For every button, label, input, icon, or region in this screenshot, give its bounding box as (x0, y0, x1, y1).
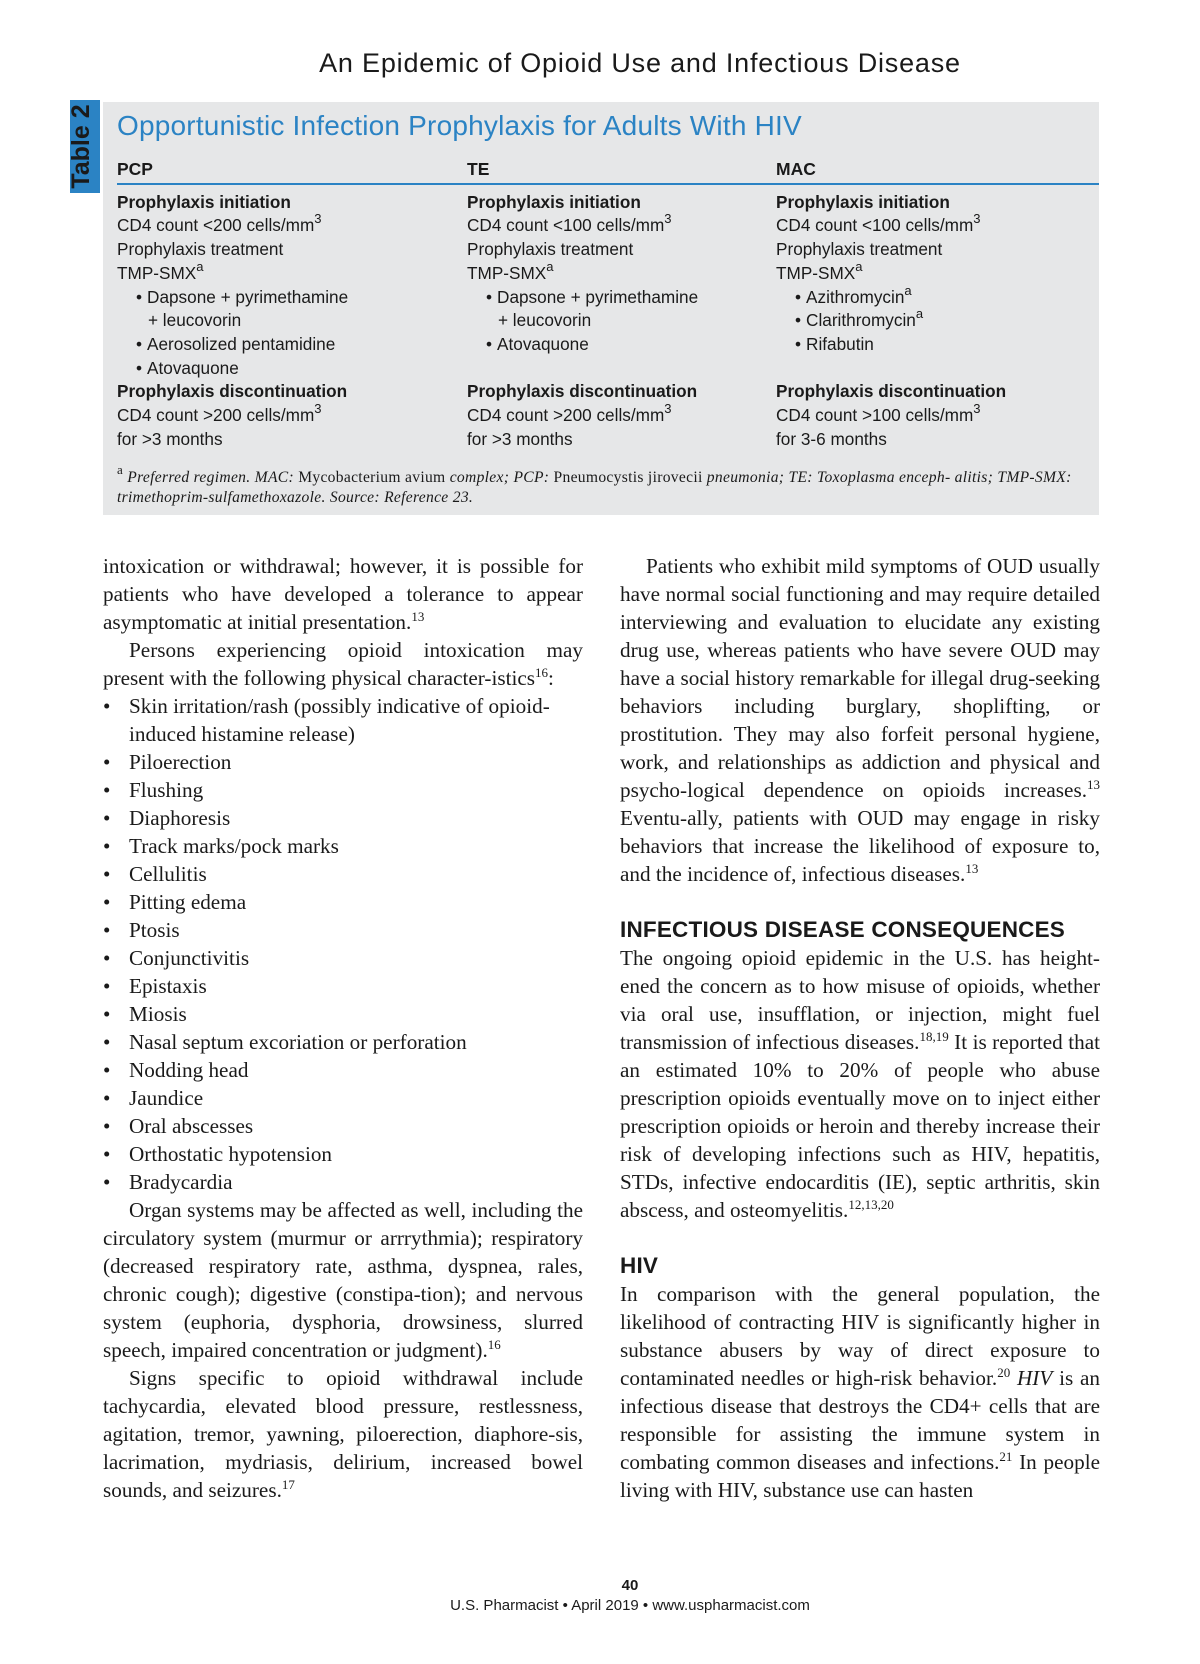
paragraph: Signs specific to opioid withdrawal include tachycardia, elevated blood pressure, restlessness, agitation, tremor, yawning, piloerection, diaphore-sis, lacrimation, mydriasis, delirium, increased bowel sounds, and seizures.$^{17}$ (103, 1366, 583, 1502)
treatment-alternative: • Dapsone + pyrimethamine (117, 286, 447, 310)
treatment-alternative: • Aerosolized pentamidine (117, 333, 447, 357)
treatment-label: Prophylaxis treatment (117, 239, 284, 260)
list-item: • Ptosis (103, 916, 583, 944)
paragraph: Patients who exhibit mild symptoms of OUD usually have normal social functioning and may require detailed interviewing and evaluation to elucidate any existing drug use, whereas patients who have severe OUD may have a social history remarkable for illegal drug-seeking behaviors including burglary, shoplifting, or prostitution. They may also forfeit personal hygiene, work, and relationships as addiction and physical and psycho-logical dependence on opioids increases.$^{13}$ Eventu-ally, patients with OUD may engage in risky behaviors that increase the likelihood of exposure to, and the incidence of, infectious diseases.$^{13}$ (620, 554, 1100, 886)
symptom-list (103, 692, 583, 1196)
table-column-te (467, 158, 767, 451)
treatment-label: Prophylaxis treatment (776, 239, 943, 260)
discontinuation-value: CD4 count >200 cells/$mm^3$ (117, 401, 322, 426)
treatment-alternative: • Azithromycin$^a$ (776, 286, 1086, 310)
table-column-pcp (117, 158, 447, 451)
list-item: • Epistaxis (103, 972, 583, 1000)
table-title: Opportunistic Infection Prophylaxis for Adults With HIV (117, 110, 802, 141)
prophylaxis-table (103, 102, 1099, 515)
treatment-alternative: • Dapsone + pyrimethamine (467, 286, 767, 310)
initiation-label: Prophylaxis initiation (467, 191, 641, 212)
list-item: • Flushing (103, 776, 583, 804)
list-item: • Diaphoresis (103, 804, 583, 832)
initiation-label: Prophylaxis initiation (776, 191, 950, 212)
discontinuation-duration: for >3 months (117, 428, 223, 449)
discontinuation-label: Prophylaxis discontinuation (117, 381, 348, 402)
list-item: • Pitting edema (103, 888, 583, 916)
list-item: • Miosis (103, 1000, 583, 1028)
discontinuation-label: Prophylaxis discontinuation (776, 381, 1007, 402)
table-footnote: $^a$ Preferred regimen. MAC: Mycobacterium avium complex; PCP: Pneumocystis jirovecii pneumonia; TE: Toxoplasma enceph- alitis; TMP-SMX: trimethoprim-sulfamethoxazole. Source: Reference 23. (117, 462, 1072, 506)
spacer (467, 357, 767, 381)
section-heading: HIV (620, 1253, 659, 1278)
treatment-primary: TMP-SMX$^a$ (467, 258, 554, 283)
table-tab-label: Table 2 (67, 104, 95, 189)
table-column-mac (776, 158, 1086, 451)
treatment-alternative: • Clarithromycin$^a$ (776, 309, 1086, 333)
treatment-primary: TMP-SMX$^a$ (117, 258, 204, 283)
discontinuation-value: CD4 count >100 cells/$mm^3$ (776, 401, 981, 426)
treatment-alternative-continued: + leucovorin (148, 310, 242, 331)
paragraph: intoxication or withdrawal; however, it is possible for patients who have developed a tolerance to appear asymptomatic at initial presentation.$^{13}$ (103, 554, 583, 634)
column-header: TE (467, 159, 490, 179)
discontinuation-duration: for >3 months (467, 428, 573, 449)
list-item: • Orthostatic hypotension (103, 1140, 583, 1168)
list-item: • Track marks/pock marks (103, 832, 583, 860)
discontinuation-label: Prophylaxis discontinuation (467, 381, 698, 402)
body-column-right (620, 552, 1100, 1504)
list-item: • Nasal septum excoriation or perforation (103, 1028, 583, 1056)
list-item: • Oral abscesses (103, 1112, 583, 1140)
initiation-label: Prophylaxis initiation (117, 191, 291, 212)
initiation-value: CD4 count <100 cells/$mm^3$ (467, 211, 672, 236)
list-item: • Nodding head (103, 1056, 583, 1084)
treatment-alternative-continued: + leucovorin (498, 310, 592, 331)
paragraph: In comparison with the general population, the likelihood of contracting HIV is significantly higher in substance abusers by way of direct exposure to contaminated needles or high-risk behavior.$^{20}$ HIV is an infectious disease that destroys the CD4+ cells that are responsible for assisting the immune system in combating common diseases and infections.$^{21}$ In people living with HIV, substance use can hasten (620, 1282, 1100, 1502)
treatment-primary: TMP-SMX$^a$ (776, 258, 863, 283)
column-header: MAC (776, 159, 816, 179)
treatment-alternative: • Atovaquone (467, 333, 767, 357)
list-item: • Cellulitis (103, 860, 583, 888)
page-number: 40 (621, 1577, 639, 1594)
body-column-left (103, 552, 583, 1504)
list-item: • Jaundice (103, 1084, 583, 1112)
page-footer (0, 1576, 1200, 1616)
treatment-alternative: • Atovaquone (117, 357, 447, 381)
paragraph: The ongoing opioid epidemic in the U.S. has height-ened the concern as to how misuse of opioids, whether via oral use, insufflation, or injection, might fuel transmission of infectious diseases.$^{18,19}$ It is reported that an estimated 10% to 20% of people who abuse prescription opioids eventually move on to inject either prescription opioids or heroin and thereby increase their risk of developing infections such as HIV, hepatitis, STDs, infective endocarditis (IE), septic arthritis, skin abscess, and osteomyelitis.$^{12,13,20}$ (620, 946, 1101, 1222)
treatment-label: Prophylaxis treatment (467, 239, 634, 260)
list-item: • Bradycardia (103, 1168, 583, 1196)
initiation-value: CD4 count <100 cells/$mm^3$ (776, 211, 981, 236)
running-head: An Epidemic of Opioid Use and Infectious Disease (319, 48, 961, 78)
column-header: PCP (117, 159, 153, 179)
discontinuation-value: CD4 count >200 cells/$mm^3$ (467, 401, 672, 426)
list-item: • Piloerection (103, 748, 583, 776)
paragraph: Organ systems may be affected as well, including the circulatory system (murmur or arrrythmia); respiratory (decreased respiratory rate, asthma, dyspnea, rales, chronic cough); digestive (constipa-tion); and nervous system (euphoria, dysphoria, drowsiness, slurred speech, impaired concentration or judgment).$^{16}$ (103, 1198, 583, 1362)
spacer (776, 357, 1086, 381)
list-item: • Conjunctivitis (103, 944, 583, 972)
paragraph: Persons experiencing opioid intoxication may present with the following physical character-istics$^{16}$: (103, 638, 583, 690)
discontinuation-duration: for 3-6 months (776, 428, 887, 449)
treatment-alternative: • Rifabutin (776, 333, 1086, 357)
list-item: • Skin irritation/rash (possibly indicative of opioid-induced histamine release) (103, 692, 583, 748)
initiation-value: CD4 count <200 cells/$mm^3$ (117, 211, 322, 236)
section-heading: INFECTIOUS DISEASE CONSEQUENCES (620, 917, 1066, 942)
publication-line: U.S. Pharmacist • April 2019 • www.uspharmacist.com (450, 1597, 810, 1614)
